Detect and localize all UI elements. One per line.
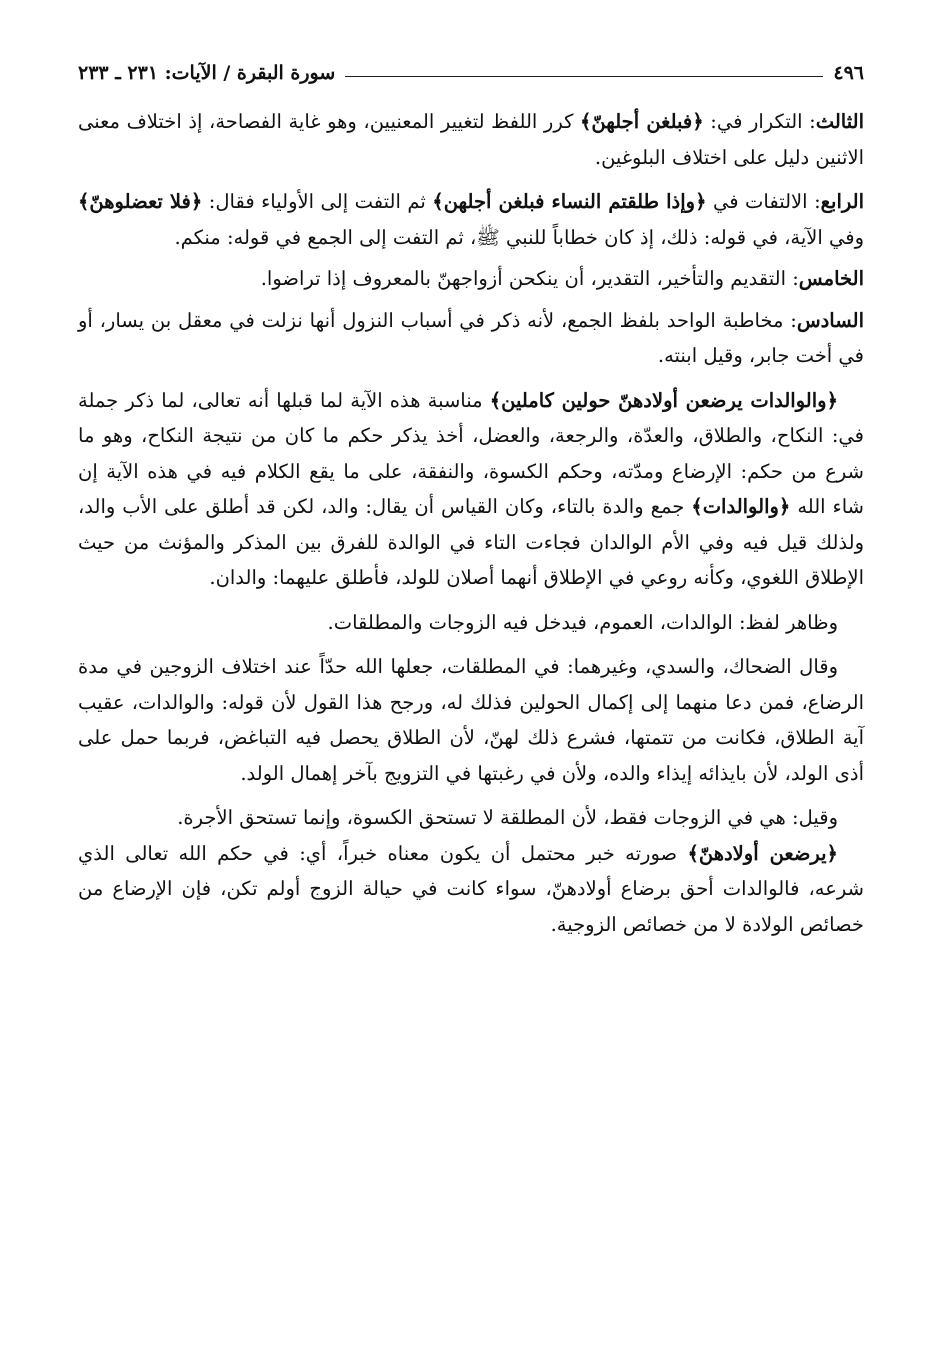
section-lead-fifth: الخامس <box>798 267 864 290</box>
paragraph-qila <box>78 800 864 836</box>
body-text: : التكرار في: <box>703 110 816 133</box>
body-text: وقال الضحاك، والسدي، وغيرهما: في المطلقات، جعلها الله حدّاً عند اختلاف الزوجين في مدة الرضاع، فمن دعا منهما إلى إكمال الحولين فذلك له، ورجح هذا القول لأن قوله: والوالدات، عقيب آية الطلاق، فكانت من تتمتها، فشرع ذلك لهنّ، لأن الطلاق يحصل فيه التباغض، فربما حمل على أذى الولد، لأن بايذائه إيذاء والده، ولأن في رغبتها في التزويج بآخر إهمال الولد. <box>78 655 864 785</box>
body-text: وفي الآية، في قوله: ذلك، إذ كان خطاباً للنبي ﷺ، ثم التفت إلى الجمع في قوله: منكم. <box>174 225 864 249</box>
surah-title: سورة البقرة / الآيات: ٢٣١ ـ ٢٣٣ <box>78 62 336 84</box>
body-text: جمع والدة بالتاء، وكان القياس أن يقال: والد، لكن قد أطلق على الأب والد، ولذلك قيل فيه وفي الأم الوالدان فجاءت التاء في الوالدة للفرق بين المذكر والمؤنث من حيث الإطلاق اللغوي، وكأنه روعي في الإطلاق أنهما أصلان للولد، فأطلق عليهما: والدان. <box>78 495 864 589</box>
paragraph-third <box>78 104 864 175</box>
paragraph-fifth <box>78 261 864 297</box>
section-lead-sixth: السادس <box>796 308 864 332</box>
header-rule <box>345 76 823 77</box>
body-text: : التقديم والتأخير، التقدير، أن ينكحن أزواجهنّ بالمعروف إذا تراضوا. <box>260 267 799 290</box>
quran-quote: ﴿وإذا طلقتم النساء فبلغن أجلهن﴾ <box>432 190 707 213</box>
paragraph-walidat <box>78 383 864 596</box>
page-number: ٤٩٦ <box>833 62 864 84</box>
paragraph-dahhak <box>78 649 864 791</box>
section-lead-fourth: الرابع <box>820 190 864 213</box>
quran-quote: ﴿والوالدات﴾ <box>691 495 791 518</box>
quran-quote: ﴿فلا تعضلوهنّ﴾ <box>78 190 203 213</box>
page-header <box>78 58 864 88</box>
section-lead-third: الثالث <box>815 110 864 133</box>
body-text: ثم التفت إلى الأولياء فقال: <box>202 190 433 213</box>
body-text: وقيل: هي في الزوجات فقط، لأن المطلقة لا تستحق الكسوة، وإنما تستحق الأجرة. <box>177 806 838 829</box>
quran-quote: ﴿يرضعن أولادهنّ﴾ <box>687 841 838 865</box>
body-text: : الالتفات في <box>706 190 821 213</box>
body-text: صورته خبر محتمل أن يكون معناه خبراً، أي: في حكم الله تعالى الذي شرعه، فالوالدات أحق برضاع أولادهنّ، سواء كانت في حيالة الزوج أولم تكن، فإن الإرضاع من خصائص الولادة لا من خصائص الزوجية. <box>78 841 864 936</box>
body-text: كرر اللفظ لتغيير المعنيين، وهو غاية الفصاحة، إذ اختلاف معنى الاثنين دليل على اختلاف البلوغين. <box>78 110 864 169</box>
paragraph-fourth <box>78 184 864 255</box>
paragraph-zahir <box>78 605 864 641</box>
quran-quote: ﴿والوالدات يرضعن أولادهنّ حولين كاملين﴾ <box>489 388 838 412</box>
body-text: : مخاطبة الواحد بلفظ الجمع، لأنه ذكر في أسباب النزول أنها نزلت في معقل بن يسار، أو في أخت جابر، وقيل ابنته. <box>78 308 864 367</box>
body-text: مناسبة هذه الآية لما قبلها أنه تعالى، لما ذكر جملة في: النكاح، والطلاق، والعدّة، والرجعة، والعضل، أخذ يذكر حكم ما كان من نتيجة النكاح، وهو ما شرع من حكم: الإرضاع ومدّته، وحكم الكسوة، والنفقة، على ما يقع الكلام فيه في هذه الآية إن شاء الله <box>78 388 865 518</box>
body-text: وظاهر لفظ: الوالدات، العموم، فيدخل فيه الزوجات والمطلقات. <box>327 610 838 634</box>
paragraph-sixth <box>78 303 864 374</box>
quran-quote: ﴿فبلغن أجلهنّ﴾ <box>579 110 704 133</box>
paragraph-yurdi-na <box>78 836 864 943</box>
